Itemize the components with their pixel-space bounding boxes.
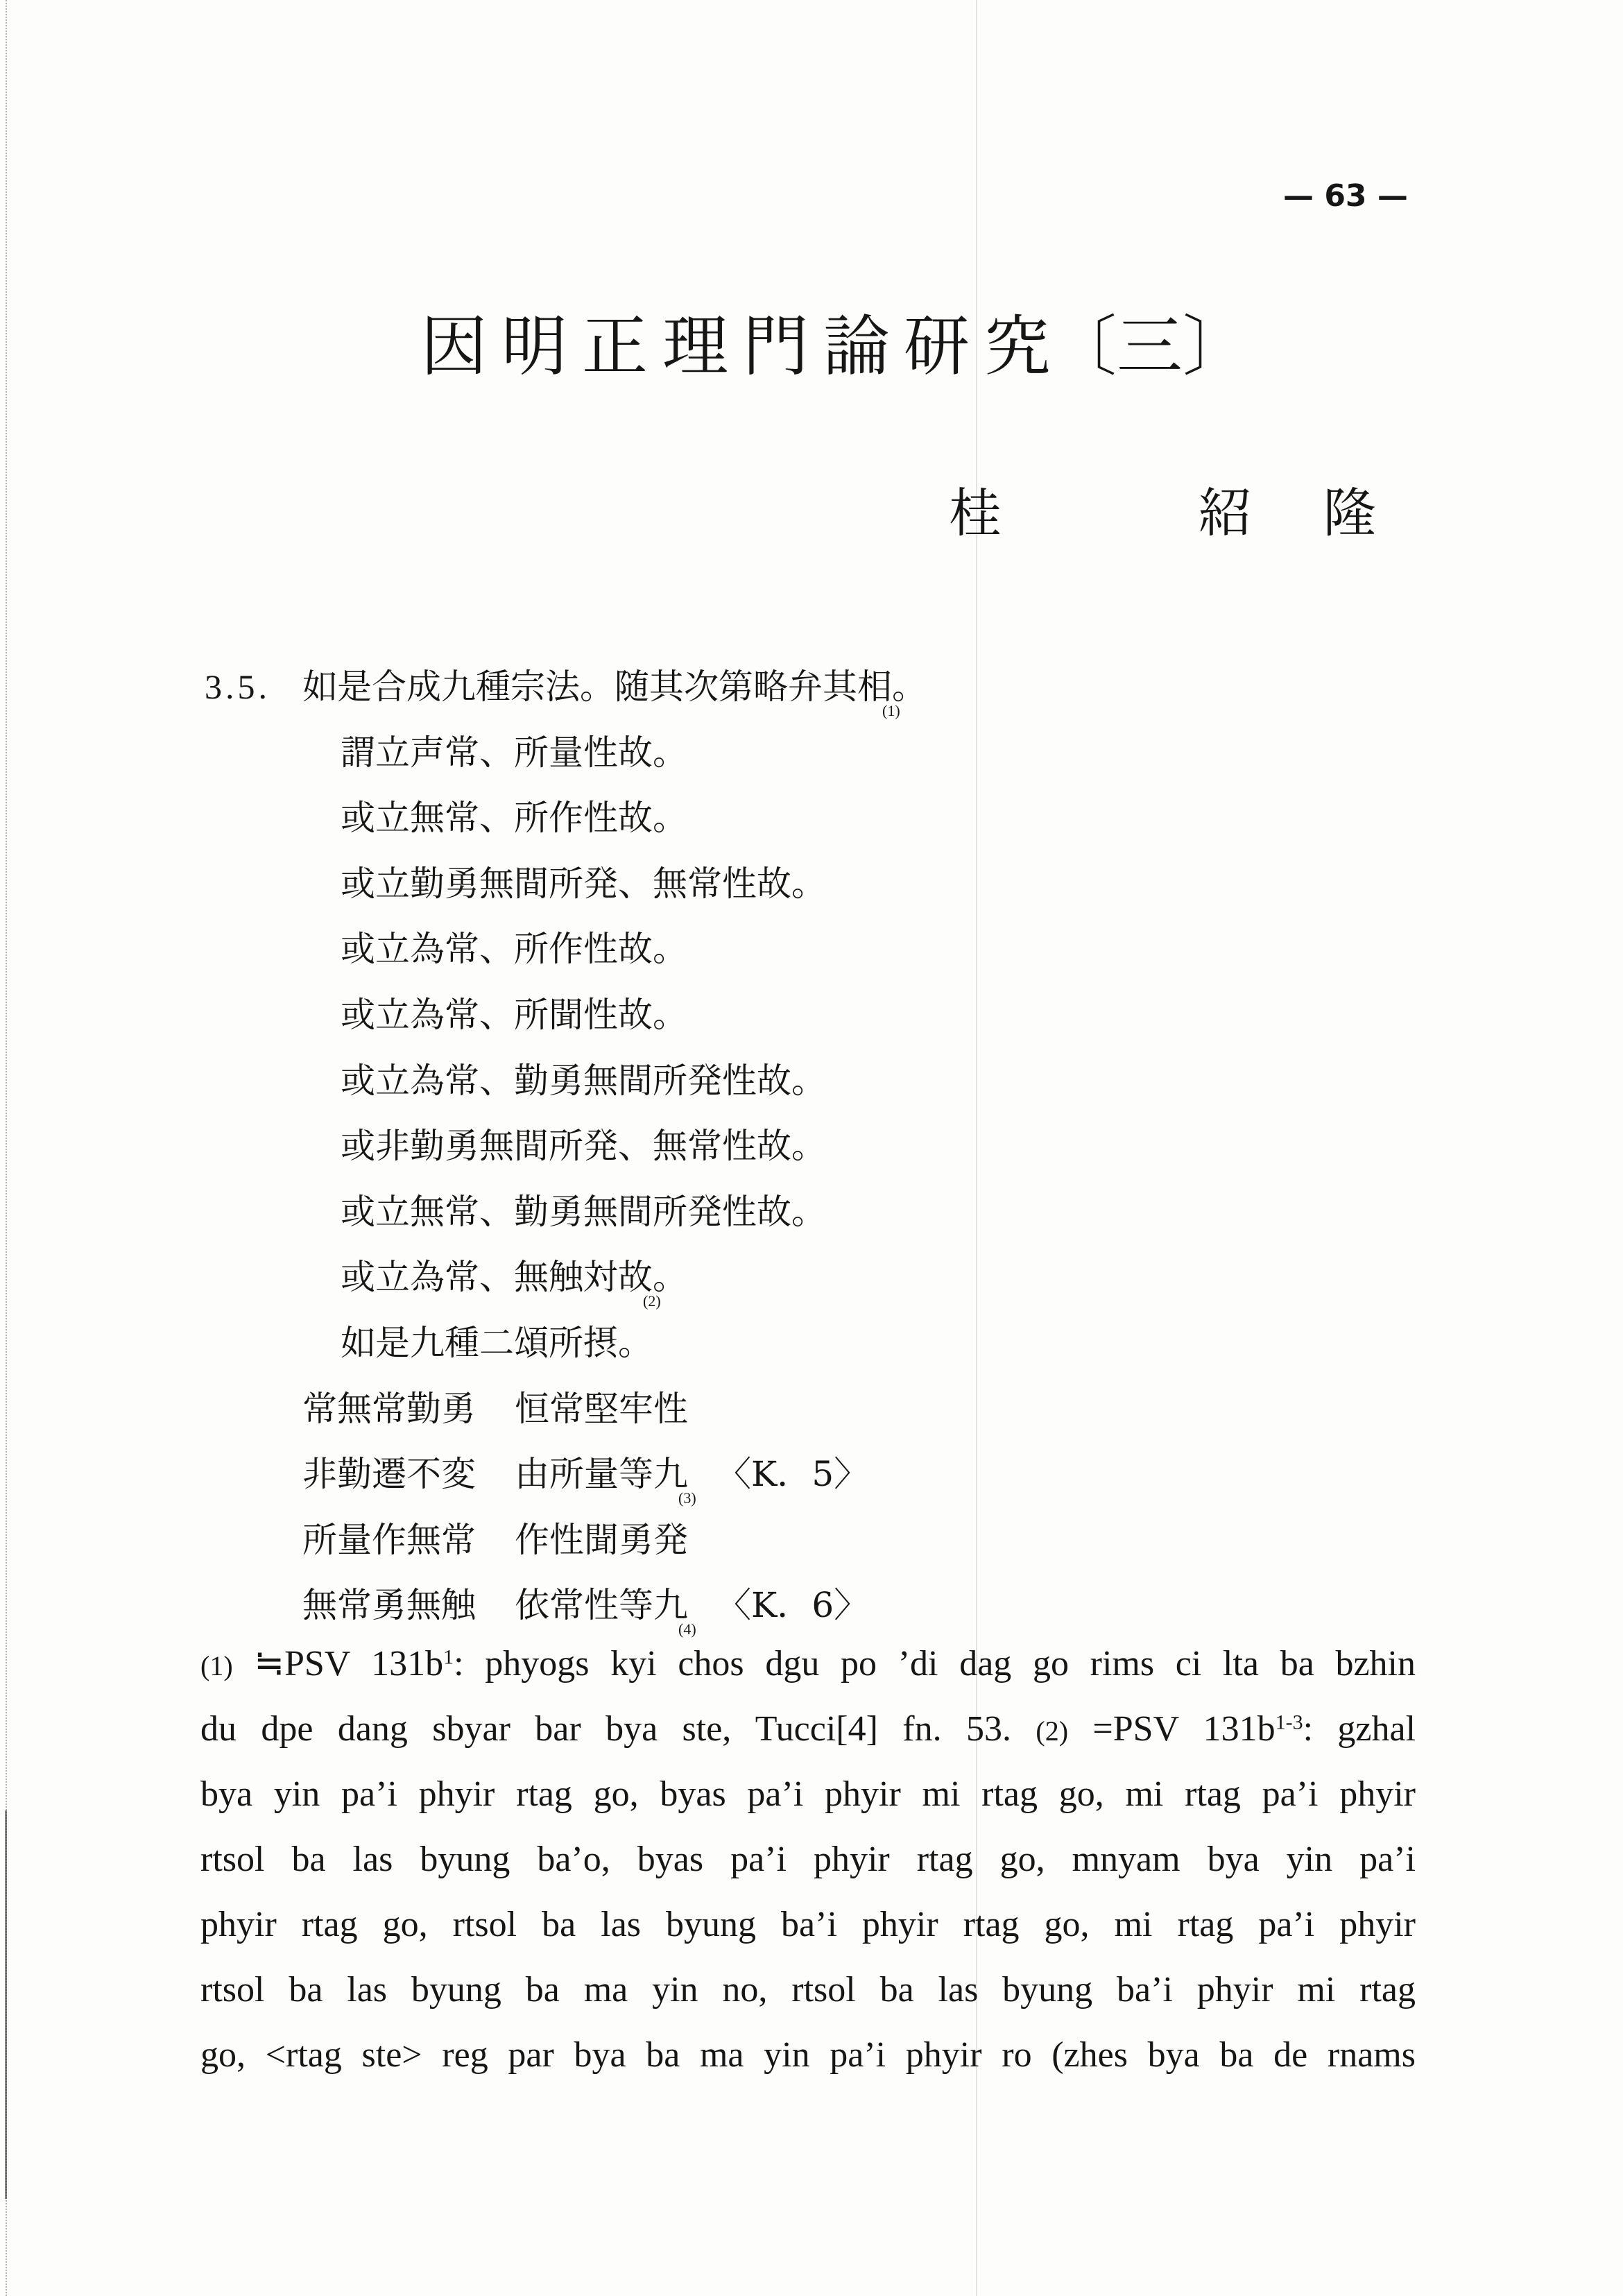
footnote-marker: (2) [1036,1715,1069,1747]
thesis-line [0,785,1623,851]
thesis-text: 如是九種二頌所摂。 [341,1322,653,1363]
thesis-text: 或立為常、所作性故。 [341,929,687,970]
footnote-line [200,1631,1416,1697]
section-intro: 如是合成九種宗法。随其次第略弁其相(1)。 [302,667,927,719]
verse-reference: 〈K．6〉 [716,1585,869,1626]
thesis-text: 或立無常、所作性故。 [341,798,687,839]
footnote-text: du dpe dang sbyar bar bya ste, Tucci[4] fn. 53. [200,1709,1011,1749]
footnote-line: rtsol ba las byung ba’o, byas pa’i phyir rtag go, mnyam bya yin pa’i [200,1840,1416,1879]
thesis-text: 或立為常、無触対故 [341,1257,653,1298]
scan-edge-shadow [5,1810,7,2199]
verse-second-half: 由所量等九(3) [515,1454,696,1507]
thesis-line [0,1310,1623,1376]
footnote-marker: (1) [200,1650,233,1681]
section-intro-line [0,654,1623,720]
author-family-name: 桂 [949,482,1002,544]
verse-second-half: 依常性等九(4) [515,1585,696,1638]
section-intro-end: 。 [892,667,927,707]
footnote-text: : gzhal [1303,1709,1416,1749]
footnotes [200,1631,1416,2088]
article-title [421,309,1248,385]
author-given-name-char: 紹 [1199,482,1251,544]
section-intro-text: 如是合成九種宗法。随其次第略弁其相 [302,667,892,707]
footnote-line: rtsol ba las byung ba ma yin no, rtsol ba las byung ba’i phyir mi rtag [200,1970,1416,2010]
footnote-superscript: 1 [443,1645,454,1669]
footnote-line: go, <rtag ste> reg par bya ba ma yin pa’i phyir ro (zhes bya ba de rnams [200,2035,1416,2075]
thesis-line [0,1244,1623,1310]
thesis-text: 或立為常、所聞性故。 [341,994,687,1035]
thesis-line [0,1048,1623,1114]
footnote-text: : phyogs kyi chos dgu po ’di dag go rims ci lta ba bzhin [454,1644,1416,1684]
verse-line [0,1376,1623,1442]
verse-reference: 〈K．5〉 [716,1454,869,1495]
footnote-line: bya yin pa’i phyir rtag go, byas pa’i phyir mi rtag go, mi rtag pa’i phyir [200,1774,1416,1814]
article-title-part-number: 〔三〕 [1051,309,1249,385]
thesis-text: 謂立声常、所量性故。 [341,732,687,773]
thesis-line [0,982,1623,1048]
thesis-with-note: 或立為常、無触対故(2)。 [341,1257,687,1310]
verse-first-half: 所量作無常 [302,1519,476,1560]
thesis-end: 。 [653,1257,687,1298]
page-number: — 63 — [1283,178,1408,214]
verse-first-half: 無常勇無触 [302,1585,476,1626]
thesis-line [0,720,1623,786]
footnote-line [200,1697,1416,1762]
verse-line [0,1441,1623,1507]
thesis-line [0,851,1623,917]
thesis-line [0,916,1623,982]
footnote-line: phyir rtag go, rtsol ba las byung ba’i phyir rtag go, mi rtag pa’i phyir [200,1905,1416,1944]
verse-line [0,1573,1623,1638]
author-given-name-char: 隆 [1323,482,1376,544]
verse-first-half: 常無常勤勇 [302,1388,476,1429]
thesis-text: 或非勤勇無間所発、無常性故。 [341,1126,826,1167]
verse-line [0,1507,1623,1573]
verse-second-half: 恒常堅牢性 [515,1388,688,1429]
thesis-line [0,1179,1623,1245]
footnote-superscript: 1-3 [1275,1711,1303,1734]
verse-first-half: 非勤遷不変 [302,1454,476,1495]
section-body [0,654,1623,1638]
section-number: 3.5. [205,667,270,706]
footnote-text: ≒PSV 131b [254,1644,444,1684]
thesis-text: 或立為常、勤勇無間所発性故。 [341,1060,826,1101]
thesis-text: 或立勤勇無間所発、無常性故。 [341,863,826,904]
article-title-main: 因明正理門論研究 [421,309,1065,385]
footnote-text: =PSV 131b [1092,1709,1276,1749]
verse-text: 由所量等九 [515,1454,688,1495]
thesis-text: 或立無常、勤勇無間所発性故。 [341,1191,826,1232]
thesis-line [0,1113,1623,1179]
verse-second-half: 作性聞勇発 [515,1519,688,1560]
verse-text: 依常性等九 [515,1585,688,1626]
